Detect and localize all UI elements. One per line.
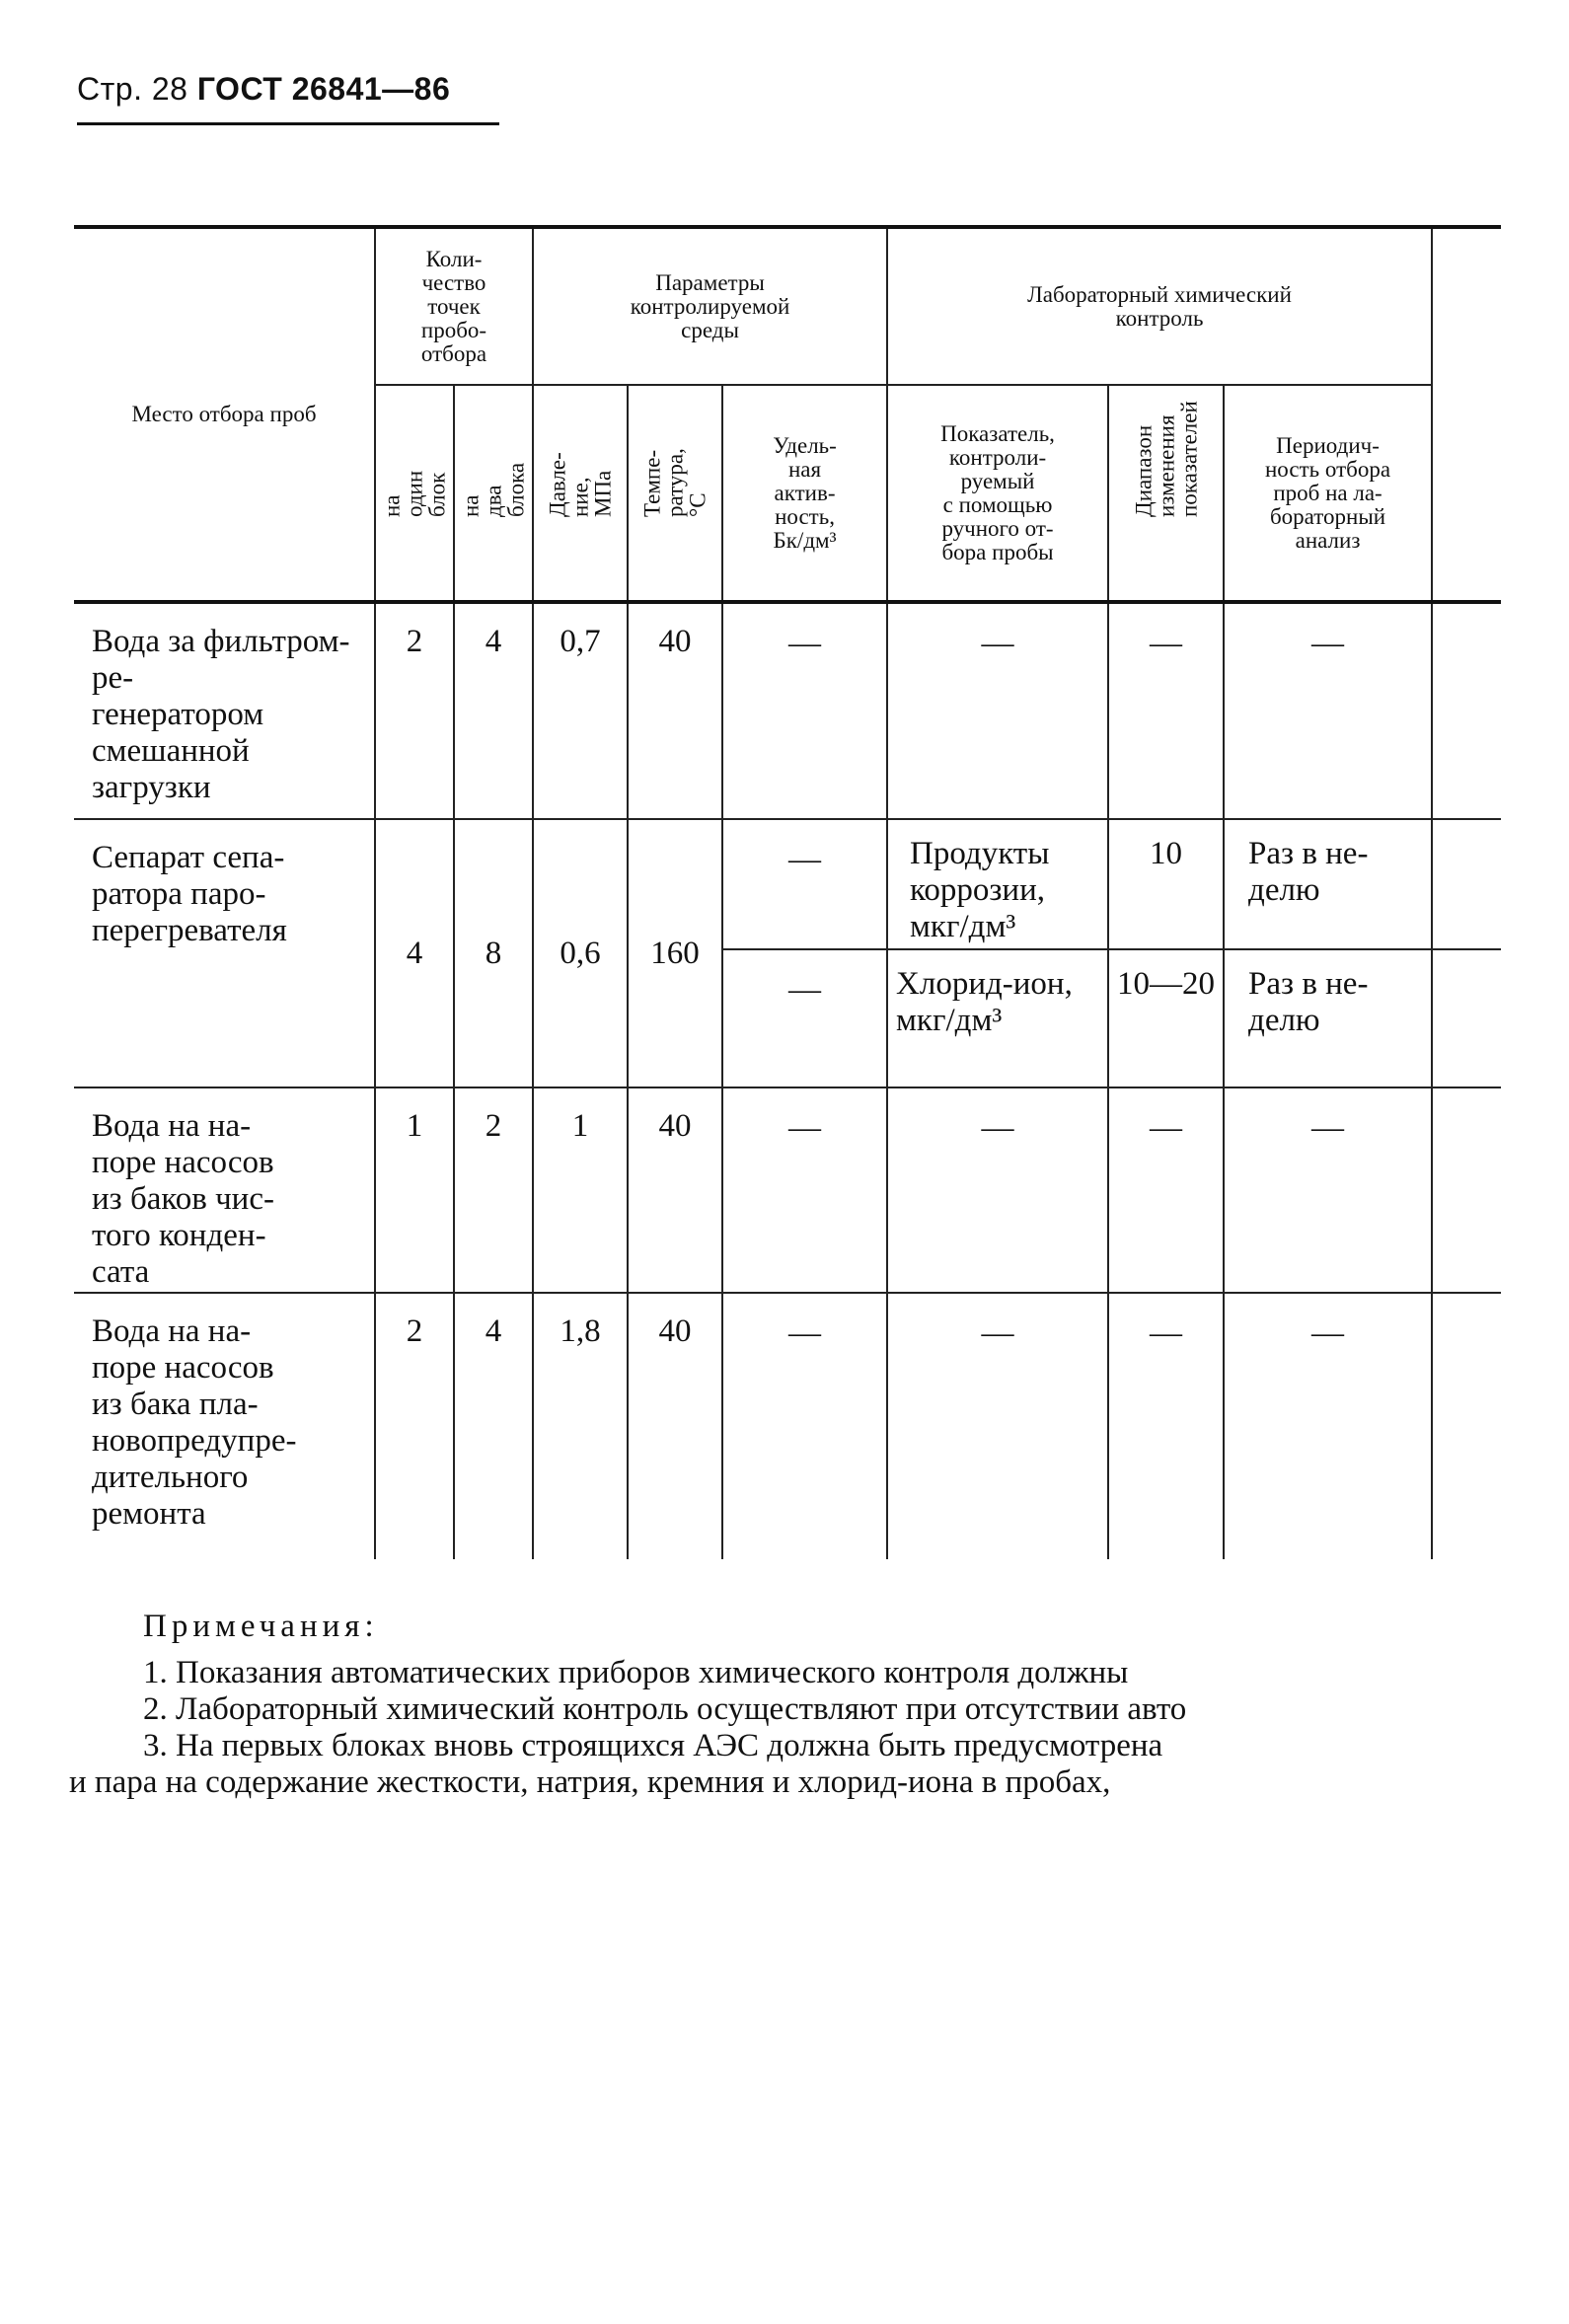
table-cell-range: 10—20 (1108, 949, 1224, 1087)
table-cell-two-blocks: 4 (454, 602, 533, 819)
col-temperature-header: Темпе- ратура, °С (628, 385, 722, 602)
table-cell-activity: — (722, 1087, 887, 1293)
table-cell-period: Раз в не- делю (1224, 949, 1432, 1087)
page-header (77, 71, 450, 108)
table-cell-temperature: 160 (628, 819, 722, 1087)
table-cell-period: Раз в не- делю (1224, 819, 1432, 949)
col-indicator-header: Показатель, контроли- руемый с помощью ручного от- бора пробы (887, 385, 1108, 602)
table-cell-pressure: 1 (533, 1087, 628, 1293)
col-activity-header: Удель- ная актив- ность, Бк/дм³ (722, 385, 887, 602)
table-cell-one-block: 1 (375, 1087, 454, 1293)
table-cell-two-blocks: 4 (454, 1293, 533, 1559)
col-range-header: Диапазон изменения показателей (1108, 385, 1224, 602)
table-cell-pressure: 1,8 (533, 1293, 628, 1559)
notes-section (69, 1609, 1470, 1801)
table-cell-period: — (1224, 602, 1432, 819)
table-cell-indicator: Продукты коррозии, мкг/дм³ (887, 819, 1108, 949)
note-item-1: 1. Показания автоматических приборов химического контроля должны (143, 1655, 1129, 1690)
group-params-header: Параметры контролируемой среды (533, 227, 887, 385)
table-cell-temperature: 40 (628, 602, 722, 819)
sampling-table (74, 225, 1501, 1559)
table-cell-pressure: 0,7 (533, 602, 628, 819)
table-cell-range: — (1108, 602, 1224, 819)
note-continuation: и пара на содержание жесткости, натрия, кремния и хлорид-иона в пробах, (69, 1764, 1111, 1800)
table-row-place: Вода на на- поре насосов из бака пла- новопредупре- дительного ремонта (74, 1293, 375, 1559)
standard-number: ГОСТ 26841—86 (196, 71, 451, 107)
col-two-blocks-header: на два блока (454, 385, 533, 602)
table-row-place: Вода за фильтром-ре- генератором смешанной загрузки (74, 602, 375, 819)
table-cell-period: — (1224, 1293, 1432, 1559)
table-cell-range: — (1108, 1087, 1224, 1293)
table-cell-activity: — (722, 1293, 887, 1559)
table-cell-two-blocks: 2 (454, 1087, 533, 1293)
col-one-block-header: на один блок (375, 385, 454, 602)
table-cell-one-block: 2 (375, 602, 454, 819)
table-cell-period: — (1224, 1087, 1432, 1293)
table-cell-activity: — (722, 949, 887, 1087)
page-number: Стр. 28 (77, 71, 188, 107)
col-pressure-header: Давле- ние, МПа (533, 385, 628, 602)
header-spacer (1432, 385, 1501, 602)
header-rule (77, 122, 499, 125)
table-cell-indicator: — (887, 1293, 1108, 1559)
table-cell-two-blocks: 8 (454, 819, 533, 1087)
table-row-place: Сепарат сепа- ратора паро- перегревателя (74, 819, 375, 1087)
col-period-header: Периодич- ность отбора проб на ла- бораторный анализ (1224, 385, 1432, 602)
table-cell-range: 10 (1108, 819, 1224, 949)
table-cell-temperature: 40 (628, 1087, 722, 1293)
table-row-place: Вода на на- поре насосов из баков чис- того конден- сата (74, 1087, 375, 1293)
group-points-header: Коли- чество точек пробо- отбора (375, 227, 533, 385)
group-lab-header: Лабораторный химический контроль (887, 227, 1432, 385)
table-cell-range: — (1108, 1293, 1224, 1559)
table-cell-temperature: 40 (628, 1293, 722, 1559)
note-item-2: 2. Лабораторный химический контроль осуществляют при отсутствии авто (143, 1691, 1187, 1727)
table-cell-indicator: Хлорид-ион, мкг/дм³ (887, 949, 1108, 1087)
note-item-3: 3. На первых блоках вновь строящихся АЭС должна быть предусмотрена (143, 1728, 1163, 1763)
table-cell-indicator: — (887, 602, 1108, 819)
table-cell-one-block: 4 (375, 819, 454, 1087)
col-place-header: Место отбора проб (74, 227, 375, 602)
header-spacer (1432, 227, 1501, 385)
table-cell-activity: — (722, 819, 887, 949)
notes-title: Примечания: (143, 1609, 379, 1644)
table-cell-indicator: — (887, 1087, 1108, 1293)
table-cell-pressure: 0,6 (533, 819, 628, 1087)
table-cell-one-block: 2 (375, 1293, 454, 1559)
table-cell-activity: — (722, 602, 887, 819)
